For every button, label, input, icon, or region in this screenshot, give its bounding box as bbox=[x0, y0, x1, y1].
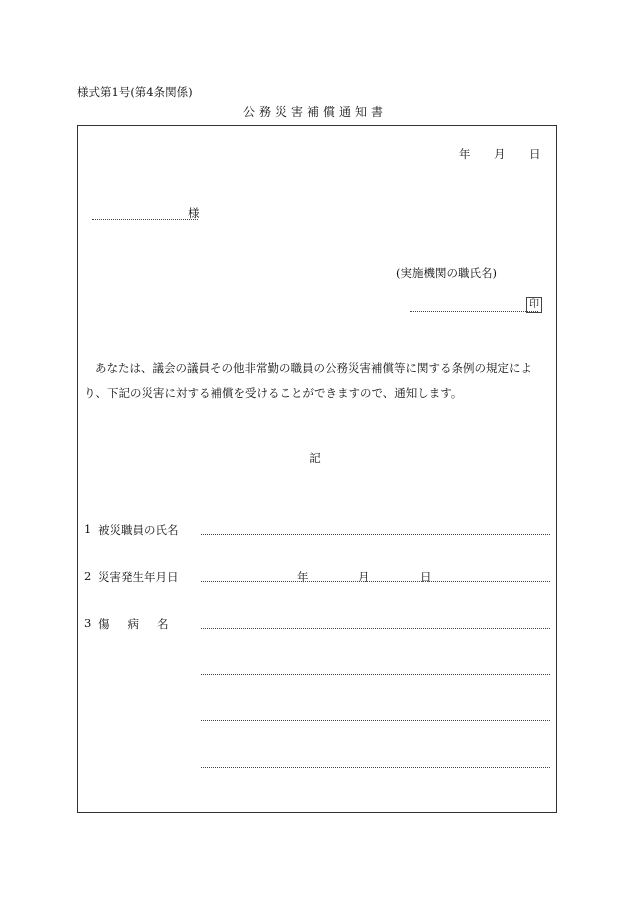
addressee-name-line[interactable] bbox=[92, 219, 198, 220]
item-1-entry-line[interactable] bbox=[201, 534, 550, 535]
item-3-entry-line-4[interactable] bbox=[201, 767, 550, 768]
item-1-number: 1 bbox=[84, 522, 92, 536]
issuer-label: (実施機関の職氏名) bbox=[396, 266, 497, 280]
item-3-entry-line-2[interactable] bbox=[201, 674, 550, 675]
addressee-suffix: 様 bbox=[188, 206, 200, 220]
item-2-number: 2 bbox=[84, 569, 92, 583]
issuer-signature-line[interactable] bbox=[410, 311, 538, 312]
form-frame bbox=[77, 125, 557, 813]
item-3-entry-line-1[interactable] bbox=[201, 628, 550, 629]
item-1-label: 被災職員の氏名 bbox=[98, 523, 179, 537]
seal-mark: 印 bbox=[526, 297, 542, 313]
item-2-day-label: 日 bbox=[420, 570, 432, 584]
item-2-label: 災害発生年月日 bbox=[98, 570, 179, 584]
item-2-month-label: 月 bbox=[358, 570, 370, 584]
date-day-label: 日 bbox=[529, 147, 541, 161]
item-2-entry-line[interactable] bbox=[201, 581, 550, 582]
item-3-label: 傷病名 bbox=[98, 617, 187, 631]
item-3-number: 3 bbox=[84, 616, 92, 630]
date-year-label: 年 bbox=[459, 147, 471, 161]
ki-heading: 記 bbox=[309, 451, 321, 465]
form-number: 様式第1号(第4条関係) bbox=[77, 85, 193, 99]
item-3-entry-line-3[interactable] bbox=[201, 720, 550, 721]
item-2-year-label: 年 bbox=[297, 570, 309, 584]
document-title: 公務災害補償通知書 bbox=[242, 105, 387, 119]
date-month-label: 月 bbox=[494, 147, 506, 161]
notification-body: あなたは、議会の議員その他非常勤の職員の公務災害補償等に関する条例の規定により、下記の災害に対する補償を受けることができますので、通知します。 bbox=[84, 361, 532, 400]
